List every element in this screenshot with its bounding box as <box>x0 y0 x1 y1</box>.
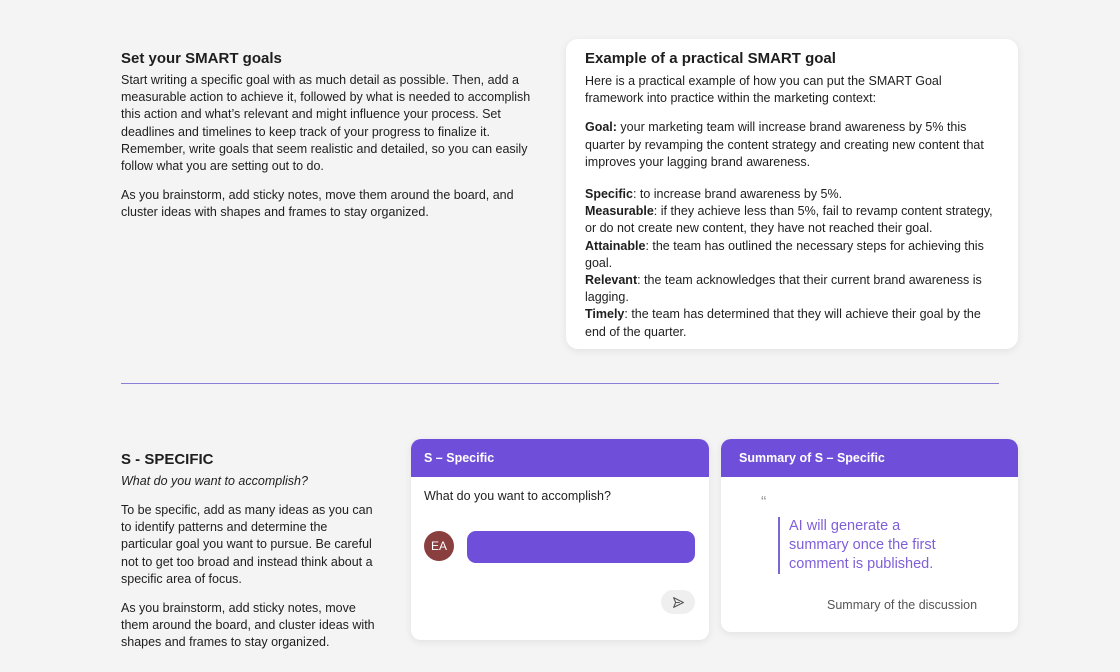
example-goal <box>585 119 1000 171</box>
attainable-text: : the team has outlined the necessary steps for achieving this goal. <box>585 238 984 270</box>
specific-input-card <box>411 439 709 640</box>
measurable-label: Measurable <box>585 204 654 219</box>
example-attainable <box>585 238 1000 272</box>
input-card-question: What do you want to accomplish? <box>424 489 611 503</box>
send-button[interactable] <box>661 590 695 614</box>
example-card <box>566 39 1018 349</box>
quote-icon: “ <box>761 494 767 511</box>
summary-card <box>721 439 1018 632</box>
example-specific <box>585 186 1000 203</box>
specific-label: Specific <box>585 187 633 202</box>
specific-title: S - SPECIFIC <box>121 451 214 468</box>
specific-text: : to increase brand awareness by 5%. <box>632 187 843 202</box>
specific-paragraph-2: As you brainstorm, add sticky notes, move them around the board, and cluster ideas with shapes and frames to stay organized. <box>121 601 375 650</box>
comment-input[interactable] <box>467 531 695 563</box>
goal-label: Goal: <box>585 120 617 135</box>
example-lead: Here is a practical example of how you can put the SMART Goal framework into practice within the marketing context: <box>585 74 942 106</box>
send-icon <box>672 596 685 609</box>
summary-caption: Summary of the discussion <box>827 598 978 612</box>
goal-text: your marketing team will increase brand awareness by 5% this quarter by revamping the content strategy and creating new content that improves your lagging brand awareness. <box>585 120 984 169</box>
measurable-text: : if they achieve less than 5%, fail to revamp content strategy, or do not create new content, they have not reached their goal. <box>585 204 993 236</box>
intro-title: Set your SMART goals <box>121 50 282 67</box>
specific-section <box>121 451 381 652</box>
intro-paragraph-2: As you brainstorm, add sticky notes, move them around the board, and cluster ideas with shapes and frames to stay organized. <box>121 188 514 220</box>
intro-section <box>121 50 536 222</box>
attainable-label: Attainable <box>585 238 646 253</box>
summary-card-header: Summary of S – Specific <box>721 439 1018 477</box>
relevant-label: Relevant <box>585 273 638 288</box>
example-title: Example of a practical SMART goal <box>585 50 836 67</box>
timely-text: : the team has determined that they will achieve their goal by the end of the quarter. <box>585 307 981 339</box>
relevant-text: : the team acknowledges that their current brand awareness is lagging. <box>585 273 982 305</box>
section-divider <box>121 383 999 384</box>
input-card-header: S – Specific <box>411 439 709 477</box>
intro-paragraph-1: Start writing a specific goal with as much detail as possible. Then, add a measurable action to achieve it, followed by what is needed to accomplish this action and what’s relevant and might influence your process. Set deadlines and timelines to keep track of your progress to finalize it. Remember, write goals that seem realistic and detailed, so you can easily follow what you are setting out to do. <box>121 73 531 174</box>
example-timely <box>585 306 1000 340</box>
specific-paragraph-1: To be specific, add as many ideas as you can to identify patterns and determine the particular goal you want to pursue. Be careful not to get too broad and instead think about a specific area of focus. <box>121 503 373 586</box>
summary-text: AI will generate a summary once the first comment is published. <box>778 517 959 574</box>
example-relevant <box>585 272 1000 306</box>
timely-label: Timely <box>585 307 625 322</box>
avatar: EA <box>424 531 454 561</box>
specific-subtitle: What do you want to accomplish? <box>121 474 308 488</box>
example-measurable <box>585 203 1000 237</box>
